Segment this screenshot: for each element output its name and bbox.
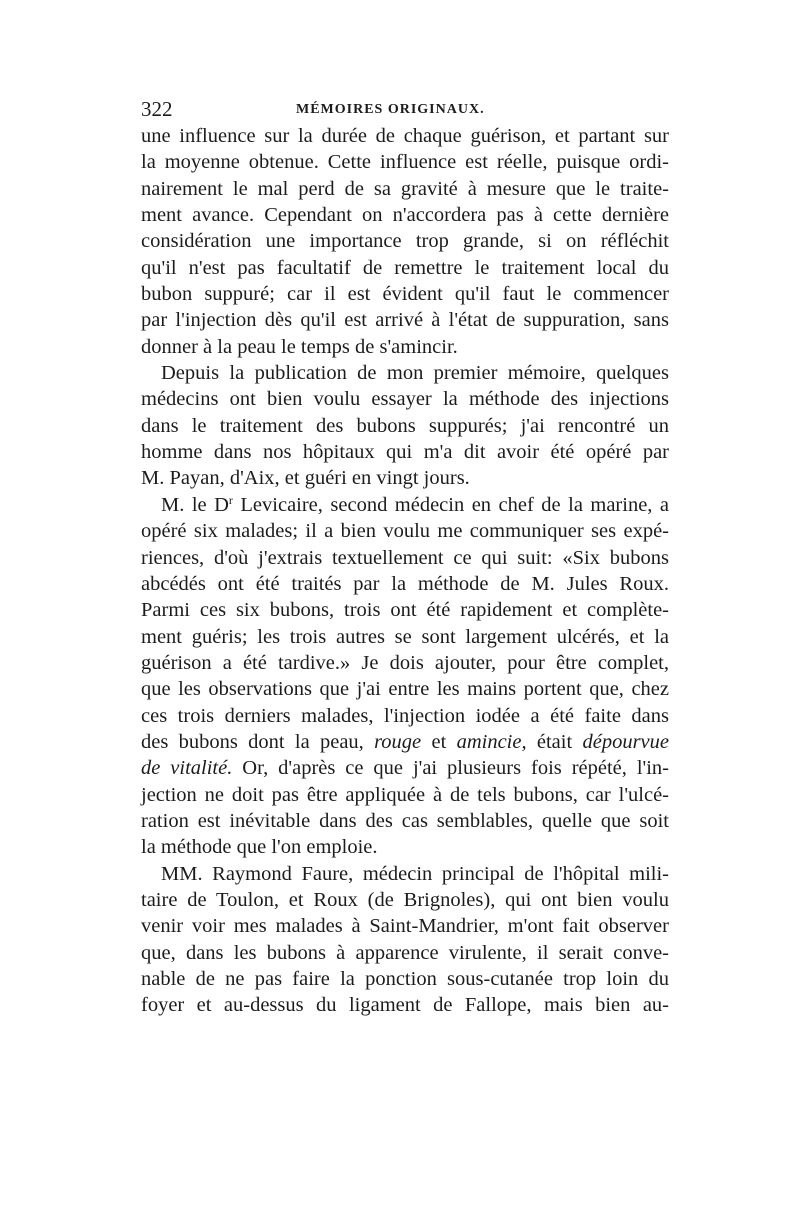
text-line: ment avance. Cependant on n'accordera pas à cette dernière [141,204,669,227]
text-fragment: était [526,730,583,753]
text-fragment: des bubons dont la peau, [141,730,375,753]
running-head [141,96,669,122]
italic-text: rouge [374,730,422,753]
text-line [141,492,669,518]
text-line: Depuis la publication de mon premier mémoire, quelques [161,362,669,385]
text-fragment: Or, d'après ce que j'ai plusieurs fois répété, l'in- [232,757,669,780]
text-line: ces trois derniers malades, l'injection iodée a été faite dans [141,704,669,727]
text-line: homme dans nos hôpitaux qui m'a dit avoir été opéré par [141,441,669,464]
italic-text: amincie, [456,730,527,753]
text-line: foyer et au-dessus du ligament de Fallope, mais bien au- [141,994,669,1017]
paragraph-1 [141,123,669,360]
text-line: venir voir mes malades à Saint-Mandrier, m'ont fait observer [141,915,669,938]
text-line: par l'injection dès qu'il est arrivé à l'état de suppuration, sans [141,309,669,332]
text-line: donner à la peau le temps de s'amincir. [141,335,458,358]
text-line [141,755,669,781]
page-number: 322 [141,97,173,121]
section-title: MÉMOIRES ORIGINAUX. [296,102,485,117]
text-fragment: et [421,730,457,753]
text-line: nairement le mal perd de sa gravité à mesure que le traite- [141,177,669,200]
text-line: qu'il n'est pas facultatif de remettre le traitement local du [141,256,669,279]
superscript: r [228,492,233,507]
text-line: M. Payan, d'Aix, et guéri en vingt jours. [141,467,470,490]
text-line: Parmi ces six bubons, trois ont été rapidement et complète- [141,599,669,622]
italic-text: de vitalité. [141,757,233,780]
text-line: nable de ne pas faire la ponction sous-cutanée trop loin du [141,968,669,990]
text-line: guérison a été tardive.» Je dois ajouter, pour être complet, [141,651,669,674]
text-line: riences, d'où j'extrais textuellement ce qui suit: «Six bubons [141,546,669,569]
text-line: ration est inévitable dans des cas semblables, quelle que soit [141,809,669,832]
text-line: MM. Raymond Faure, médecin principal de l'hôpital mili- [161,862,669,885]
text-line: la méthode que l'on emploie. [141,836,378,859]
text-line: la moyenne obtenue. Cette influence est réelle, puisque ordi- [141,151,669,174]
text-line: dans le traitement des bubons suppurés; j'ai rencontré un [141,414,669,437]
text-line: opéré six malades; il a bien voulu me communiquer ses expé- [141,520,669,543]
italic-text: dépourvue [582,730,669,753]
text-line: abcédés ont été traités par la méthode de M. Jules Roux. [141,572,669,595]
paragraph-2 [141,360,669,492]
paragraph-4 [141,861,669,1019]
text-line: considération une importance trop grande, si on réfléchit [141,230,669,253]
book-page [141,96,669,1019]
text-line: médecins ont bien voulu essayer la méthode des injections [141,388,669,411]
body-text [141,123,669,1019]
text-line: taire de Toulon, et Roux (de Brignoles), qui ont bien voulu [141,888,669,911]
text-fragment: Levicaire, second médecin en chef de la marine, a [232,493,670,516]
text-line: une influence sur la durée de chaque guérison, et partant sur [141,125,669,147]
text-line: que les observations que j'ai entre les mains portent que, chez [141,678,669,701]
text-line: bubon suppuré; car il est évident qu'il faut le commencer [141,283,669,306]
text-line: ment guéris; les trois autres se sont largement ulcérés, et la [141,625,669,648]
text-line: que, dans les bubons à apparence virulente, il serait conve- [141,941,669,964]
paragraph-3 [141,492,669,861]
text-fragment: M. le D [161,493,229,516]
text-line: jection ne doit pas être appliquée à de tels bubons, car l'ulcé- [141,783,669,806]
text-line [141,729,669,755]
